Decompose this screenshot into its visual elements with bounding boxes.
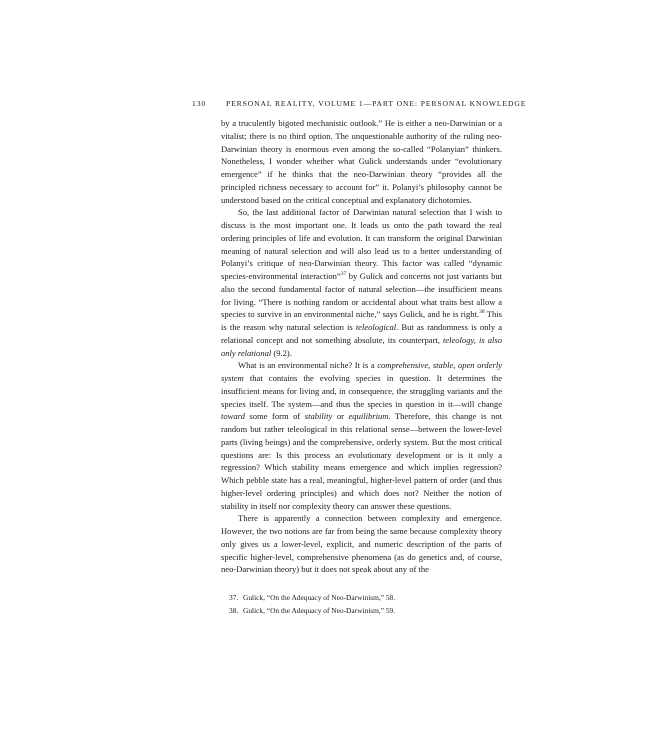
text-run: that contains the evolving species in question. It determines the insufficient means for living and, in consequence, the struggling variants and the species itself. The system—and thus the species in question in it—will change — [221, 373, 502, 409]
text-run: (9.2). — [271, 347, 292, 358]
paragraph — [221, 206, 502, 359]
italic-text: comprehensive, stable, open orderly system — [221, 360, 502, 383]
body-text — [221, 117, 502, 576]
running-title: PERSONAL REALITY, VOLUME 1—PART ONE: PERSONAL KNOWLEDGE — [226, 99, 527, 108]
text-run: or — [332, 411, 349, 422]
text-run: So, the last additional factor of Darwinian natural selection that I wish to discuss is the most important one. It leads us onto the path toward the real ordering principles of life and evolution. It can transform the original Darwinian meaning of natural selection and will also lead us to a better understanding of Polanyi’s critique of neo-Darwinian theory. This factor was called “dynamic species-environmental interaction” — [221, 207, 502, 281]
footnotes — [229, 592, 502, 617]
paragraph — [221, 359, 502, 512]
paragraph — [221, 117, 502, 206]
text-run: There is apparently a connection between complexity and emergence. However, the two notions are far from being the same because complexity theory only gives us a lower-level, explicit, and numeric description of the parts of specific higher-level, comprehensive phenomena (as do genetics and, of course, neo-Darwinian theory) but it does not speak about any of the — [221, 513, 502, 575]
text-run: What is an environmental niche? It is a — [238, 360, 378, 371]
footnote — [229, 592, 502, 605]
footnote-ref: 38 — [479, 309, 485, 316]
italic-text: teleological — [355, 322, 397, 332]
italic-text: equilibrium — [348, 411, 389, 422]
italic-text: teleology, is also only relational — [221, 334, 502, 358]
text-run: by Gulick and concerns not just variants but also the second fundamental factor of natural selection—the insufficient means for living. “There is nothing random or accidental about what traits best allow a species to survive in an environmental niche,” says Gulick, and he is right. — [221, 271, 502, 320]
footnote-number: 37. — [229, 593, 239, 602]
footnote-text: Gulick, “On the Adequacy of Neo-Darwinism,” 58. — [243, 593, 396, 602]
italic-text: toward — [221, 411, 245, 422]
running-header — [192, 99, 527, 108]
italic-text: stability — [304, 411, 333, 422]
page-number: 130 — [192, 99, 207, 108]
footnote-ref: 37 — [340, 271, 347, 278]
footnote — [229, 605, 502, 618]
footnote-text: Gulick, “On the Adequacy of Neo-Darwinism,” 59. — [243, 605, 396, 615]
footnote-number: 38. — [229, 605, 239, 615]
text-run: . But as randomness is only a relational concept and not something absolute, its counterpart, — [221, 322, 502, 345]
text-run: This is the reason why natural selection is — [221, 309, 502, 332]
paragraph — [221, 512, 502, 576]
text-run: by a truculently bigoted mechanistic outlook.” He is either a neo-Darwinian or a vitalist; there is no third option. The unquestionable authority of the ruling neo-Darwinian theory is enormous even among the so-called “Polanyian” thinkers. Nonetheless, I wonder whether what Gulick understands under “evolutionary emergence” if he thinks that the neo-Darwinian theory “provides all the principled richness necessary to account for” it. Polanyi’s philosophy cannot be understood based on the critical conceptual and explanatory dichotomies. — [221, 118, 502, 205]
text-run: . Therefore, this change is not random but rather teleological in this relational sense—between the lower-level parts (living beings) and the comprehensive, orderly system. But the most critical questions are: Is this process an evolutionary development or is it only a regression? Which stability means emergence and which implies regression? Which pebble state has a real, meaningful, higher-level pattern of order (and thus higher-level ordering principles) and which does not? Neither the notion of stability in itself nor complexity theory can answer these questions. — [221, 411, 502, 511]
text-run: some form of — [244, 411, 305, 422]
